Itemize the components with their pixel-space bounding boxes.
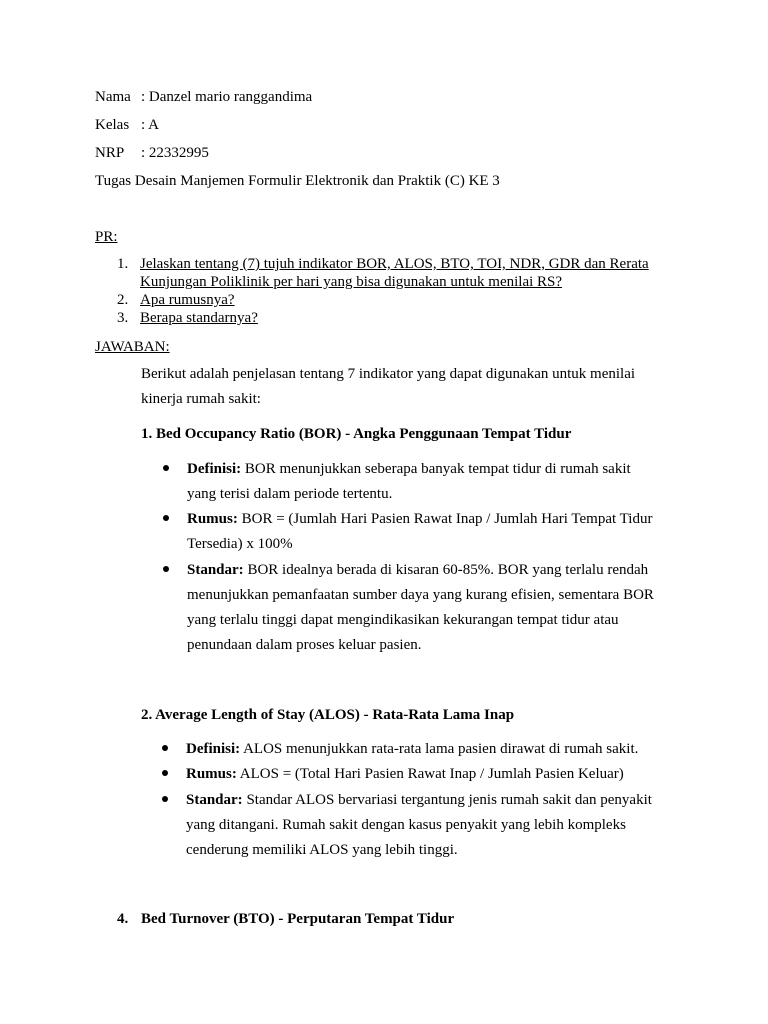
nrp-value: : 22332995 (141, 145, 209, 161)
bullet-icon (163, 515, 169, 521)
bullet-icon (163, 566, 169, 572)
pr-item-2-text: Apa rumusnya? (140, 292, 235, 308)
pr-label: PR: (95, 229, 118, 245)
alos-definition-text: ALOS menunjukkan rata-rata lama pasien dirawat di rumah sakit. (240, 741, 639, 757)
bor-formula-text: BOR = (Jumlah Hari Pasien Rawat Inap / Jumlah Hari Tempat Tidur (237, 511, 653, 527)
bullet-icon (163, 465, 169, 471)
bor-standard-text: BOR idealnya berada di kisaran 60-85%. BOR yang terlalu rendah (243, 562, 649, 578)
bor-standard-label: Standar: (187, 562, 244, 578)
alos-standard-label: Standar: (186, 792, 243, 808)
pr-item-1-number: 1. (117, 256, 129, 272)
answer-intro-line-2: kinerja rumah sakit: (141, 391, 261, 407)
bor-formula-label: Rumus: (187, 511, 238, 527)
pr-item-1-line-1: Jelaskan tentang (7) tujuh indikator BOR, ALOS, BTO, TOI, NDR, GDR dan Rerata (140, 256, 649, 272)
bor-definition-label: Definisi: (187, 461, 242, 477)
section-heading-alos: 2. Average Length of Stay (ALOS) - Rata-Rata Lama Inap (141, 707, 515, 723)
bullet-icon (162, 770, 168, 776)
name-label: Nama (95, 89, 131, 105)
pr-item-2-number: 2. (117, 292, 129, 308)
alos-standard-line-2: yang ditangani. Rumah sakit dengan kasus penyakit yang lebih kompleks (186, 817, 626, 833)
bor-definition-text: BOR menunjukkan seberapa banyak tempat tidur di rumah sakit (241, 461, 631, 477)
alos-standard-text: Standar ALOS bervariasi tergantung jenis rumah sakit dan penyakit (242, 792, 652, 808)
bor-standard-line-4: penundaan dalam proses keluar pasien. (187, 637, 422, 653)
section-heading-bor: 1. Bed Occupancy Ratio (BOR) - Angka Penggunaan Tempat Tidur (141, 426, 572, 442)
bor-definition-line-1 (187, 460, 631, 478)
assignment-title: Tugas Desain Manjemen Formulir Elektronik dan Praktik (C) KE 3 (95, 173, 500, 189)
bor-standard-line-2: menunjukkan pemanfaatan sumber daya yang kurang efisien, sementara BOR (187, 587, 654, 603)
pr-item-1-line-2: Kunjungan Poliklinik per hari yang bisa digunakan untuk menilai RS? (140, 274, 563, 290)
section-heading-bto: Bed Turnover (BTO) - Perputaran Tempat Tidur (141, 911, 455, 927)
bor-standard-line-1 (187, 561, 648, 579)
class-value: : A (141, 117, 159, 133)
alos-definition-line-1 (186, 740, 638, 758)
bullet-icon (162, 745, 168, 751)
alos-formula-line-1 (186, 765, 624, 783)
bor-standard-line-3: yang terlalu tinggi dapat mengindikasikan kekurangan tempat tidur atau (187, 612, 619, 628)
nrp-label: NRP (95, 145, 125, 161)
class-label: Kelas (95, 117, 130, 133)
alos-standard-line-3: cenderung memiliki ALOS yang lebih tinggi. (186, 842, 458, 858)
section-heading-bto-number: 4. (117, 911, 129, 927)
answer-label: JAWABAN: (95, 339, 170, 355)
alos-standard-line-1 (186, 791, 652, 809)
bullet-icon (162, 796, 168, 802)
pr-item-3-number: 3. (117, 310, 129, 326)
alos-formula-label: Rumus: (186, 766, 237, 782)
name-value: : Danzel mario ranggandima (141, 89, 313, 105)
bor-formula-line-2: Tersedia) x 100% (187, 536, 293, 552)
alos-formula-text: ALOS = (Total Hari Pasien Rawat Inap / Jumlah Pasien Keluar) (236, 766, 624, 782)
alos-definition-label: Definisi: (186, 741, 241, 757)
bor-formula-line-1 (187, 510, 652, 528)
answer-intro-line-1: Berikut adalah penjelasan tentang 7 indikator yang dapat digunakan untuk menilai (141, 366, 636, 382)
bor-definition-line-2: yang terisi dalam periode tertentu. (187, 486, 393, 502)
pr-item-3-text: Berapa standarnya? (140, 310, 258, 326)
